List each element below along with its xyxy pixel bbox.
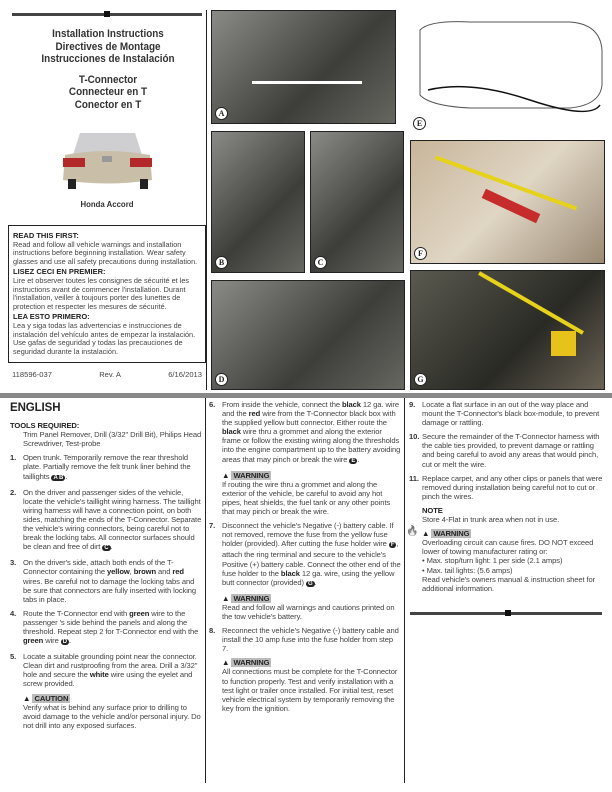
step-text: wires. Be careful not to damage the locking tabs and be sure that connectors are fully inserted with locking tabs in place.: [23, 576, 197, 604]
bold-term: green: [129, 608, 150, 618]
photo-label-f: F: [414, 247, 427, 260]
step-number: 10.: [409, 432, 420, 442]
caution-5-header: [23, 694, 202, 703]
read-first-heading-es: LEA ESTO PRIMERO:: [13, 312, 90, 322]
read-this-first-box: [8, 225, 206, 363]
fire-warning: [406, 526, 607, 593]
fire-warning-header: [422, 529, 607, 538]
title-fr: Directives de Montage: [55, 40, 161, 53]
photo-reference: E: [351, 457, 356, 464]
photo-reference: C: [104, 545, 109, 552]
read-first-body-fr: Lire et observer toutes les consignes de sécurité et les instructions avant de commencer l'installation. Durant l'installation, veiller à toujours porter des lunettes de protection et respecter les mesures de sécurité.: [13, 275, 190, 311]
photo-b: [211, 131, 305, 273]
step-number: 9.: [409, 400, 416, 409]
step-7: [209, 521, 401, 589]
fire-warning-line: Read vehicle's owners manual & instruction sheet for additional information.: [422, 574, 596, 593]
instructions-column-3: [406, 400, 607, 593]
photo-label-a: A: [215, 107, 228, 120]
read-first-heading-fr: LISEZ CECI EN PREMIER:: [13, 267, 106, 277]
note-text: Store 4-Flat in trunk area when not in use.: [422, 515, 560, 525]
bold-term: red: [248, 409, 261, 419]
step-text: Secure the remainder of the T-Connector harness with the cable ties provided, to prevent damage or rattling and being careful to avoid any areas that would pinch, cut or melt the wire.: [422, 432, 600, 469]
step-text: Locate a flat surface in an out of the way place and mount the T-Connector's black box-module, to prevent damage or rattling.: [422, 400, 600, 428]
step-text: wire to the passenger 's side behind the panels and along the threshold. Repeat step 2 for T-Connector end with the: [23, 608, 199, 636]
step-6: [209, 400, 401, 466]
step-9: [409, 400, 607, 427]
warning-6-text: If routing the wire thru a grommet and along the exterior of the vehicle, be careful to avoid any hot pipes, heat shields, the fuel tank or any other points that may pinch or break the wire.: [222, 479, 391, 517]
step-text: Disconnect the vehicle's Negative (-) battery cable. If not removed, remove the fuse from the yellow fuse holder (provided). After cutting the fuse holder wire: [222, 521, 394, 549]
photo-label-c: C: [314, 256, 327, 269]
tools-heading: TOOLS REQUIRED:: [10, 421, 80, 431]
photo-reference: F: [390, 542, 395, 549]
warning-6-label: WARNING: [233, 470, 270, 480]
step-text: .: [314, 577, 317, 587]
bold-term: black: [280, 568, 300, 578]
product-fr: Connecteur en T: [68, 86, 148, 98]
warning-6-header: [222, 471, 401, 480]
step-text: wire from the T-Connector black box with the supplied yellow butt connector. Either route the: [222, 409, 396, 428]
step-text: .: [357, 454, 360, 464]
instructions-column-1: [10, 400, 202, 735]
part-number: 118596-037: [12, 370, 52, 379]
photo-reference: G: [307, 580, 313, 587]
step-text: On the driver and passenger sides of the vehicle, locate the vehicle's taillight wiring harness. The taillight wiring harness will have a connection point, on both sides, matching the ends of the T-Connector. Separate the vehicle's wiring connectors, being careful not to break the locking tabs. All connector surfaces should be clean and free of dirt: [23, 487, 202, 552]
doc-footer: [12, 370, 202, 379]
product-es: Conector en T: [74, 98, 142, 111]
fire-warning-line: Overloading circuit can cause fires. DO NOT exceed lower of towing manufacturer rating or:: [422, 538, 594, 557]
fire-icon: 🔥: [406, 526, 419, 538]
step-text: , attach the ring terminal and secure to the vehicle's Positive (+) battery cable. Connect the other end of the fuse holder to the: [222, 539, 401, 578]
warning-triangle-icon: ▲: [222, 658, 232, 668]
step-11: [409, 474, 607, 501]
note-label: NOTE: [422, 505, 443, 515]
photo-reference: D: [62, 639, 67, 646]
fire-warning-line: • Max. stop/turn light: 1 per side (2.1 amps): [422, 556, 563, 566]
english-heading: ENGLISH: [10, 402, 61, 414]
bold-term: red: [172, 567, 184, 577]
warning-triangle-icon: ▲: [222, 593, 232, 603]
caution-5-label: CAUTION: [34, 693, 69, 703]
step-number: 7.: [209, 521, 216, 531]
top-rule: [12, 13, 202, 16]
photo-label-g: G: [414, 373, 427, 386]
step-text: Route the T-Connector end with: [23, 608, 130, 618]
car-rear-image: [60, 125, 155, 195]
step-text: Reconnect the vehicle's Negative (-) battery cable and install the 10 amp fuse into the fuse holder from step 7.: [222, 626, 399, 654]
revision: Rev. A: [99, 370, 121, 379]
photo-reference: A B: [53, 474, 64, 481]
warning-triangle-icon: ▲: [222, 470, 232, 480]
warning-7-text: Read and follow all warnings and cautions printed on the tow vehicle's battery.: [222, 602, 395, 621]
step-text: On the driver's side, attach both ends of the T-Connector containing the: [23, 558, 174, 577]
step-1: [10, 453, 202, 482]
read-first-body-es: Lea y siga todas las advertencias e instrucciones de instalación del vehículo antes de empezar la instalación. Use gafas de seguridad y todas las precauciones de seguridad durante la instalación.: [13, 320, 196, 356]
fire-warning-label: WARNING: [433, 529, 470, 539]
tools-list: Trim Panel Remover, Drill (3/32" Drill Bit), Philips Head Screwdriver, Test-probe: [23, 430, 202, 449]
photo-d: [211, 280, 405, 390]
step-text: Open trunk. Temporarily remove the rear threshold plate. Partially remove the felt trunk liner behind the taillights: [23, 453, 191, 481]
step-8: [209, 626, 401, 653]
warning-7-header: [222, 594, 401, 603]
column-divider: [404, 398, 405, 783]
step-text: wire: [43, 636, 61, 646]
step-number: 3.: [10, 558, 17, 568]
step-4: [10, 609, 202, 647]
step-number: 6.: [209, 400, 216, 409]
step-text: wire using the eyelet and screw provided.: [23, 670, 193, 689]
step-number: 4.: [10, 608, 17, 618]
bold-term: white: [89, 670, 109, 680]
bold-term: brown: [133, 567, 156, 577]
read-first-heading-en: READ THIS FIRST:: [13, 231, 79, 240]
section-divider: [0, 393, 612, 398]
warning-triangle-icon: ▲: [422, 529, 432, 539]
fire-warning-line: • Max. tail lights: (5.6 amps): [422, 565, 513, 575]
instructions-column-2: [209, 400, 401, 718]
step-text: .: [68, 636, 71, 646]
step-number: 2.: [10, 487, 17, 497]
photo-label-b: B: [215, 256, 228, 269]
bottom-rule: [410, 612, 602, 615]
warning-8-header: [222, 658, 401, 667]
step-text: and: [155, 567, 173, 577]
bold-term: green: [23, 636, 44, 646]
photo-label-d: D: [215, 373, 228, 386]
step-2: [10, 488, 202, 554]
step-text: 12 ga. wire and the: [222, 400, 399, 419]
step-5: [10, 652, 202, 688]
warning-triangle-icon: ▲: [23, 693, 33, 703]
bold-term: black: [222, 427, 241, 437]
step-text: wire thru a grommet and along the exterior frame or follow the existing wiring along the thresholds into the engine compartment up to the battery avoiding areas that may pinch or break the wire: [222, 427, 401, 464]
photo-label-e: E: [413, 117, 426, 130]
product-en: T-Connector: [78, 73, 138, 86]
title-es: Instrucciones de Instalación: [41, 53, 175, 65]
vehicle-name: Honda Accord: [80, 200, 134, 209]
column-divider: [206, 10, 207, 390]
bold-term: yellow: [107, 567, 130, 577]
step-number: 11.: [409, 473, 419, 483]
step-text: ,: [129, 567, 134, 577]
step-number: 5.: [10, 652, 17, 662]
column-divider: [205, 398, 206, 783]
warning-8-text: All connections must be complete for the T-Connector to function properly. Test and verify installation with a test light or trailer once installed. For initial test, reset vehicle electrical system by temporarily removing the key from the ignition.: [222, 667, 398, 713]
photo-a-trunk: [211, 10, 396, 124]
warning-7-label: WARNING: [233, 593, 270, 603]
photo-f-cutting: [410, 140, 605, 264]
step-text: From inside the vehicle, connect the: [222, 400, 342, 409]
caution-5-text: Verify what is behind any surface prior to drilling to avoid damage to the vehicle and/or personal injury. Do not drill into any exposed surfaces.: [23, 702, 201, 730]
step-number: 1.: [10, 453, 17, 463]
step-text: 12 ga. wire, using the yellow butt connector (provided): [222, 568, 395, 587]
step-text: .: [65, 471, 68, 481]
step-number: 8.: [209, 626, 216, 636]
warning-8-label: WARNING: [233, 658, 270, 668]
bold-term: black: [341, 400, 361, 409]
photo-e-diagram: [410, 10, 605, 132]
step-text: .: [110, 542, 113, 552]
title-block: [18, 28, 198, 111]
step-10: [409, 432, 607, 468]
title-en: Installation Instructions: [52, 28, 164, 40]
step-text: Locate a suitable grounding point near the connector. Clean dirt and rustproofing from the area. Drill a 3/32" hole and secure the: [23, 652, 198, 680]
photo-g-connector: [410, 270, 605, 390]
doc-date: 6/16/2013: [168, 370, 202, 379]
photo-c: [310, 131, 404, 273]
step-text: Replace carpet, and any other clips or panels that were removed during installation being careful not to cut or pinch the wires.: [422, 473, 603, 501]
read-first-body-en: Read and follow all vehicle warnings and installation instructions before beginning installation. Wear safety glasses and use all safety precautions during installation.: [13, 239, 198, 266]
step-3: [10, 558, 202, 603]
